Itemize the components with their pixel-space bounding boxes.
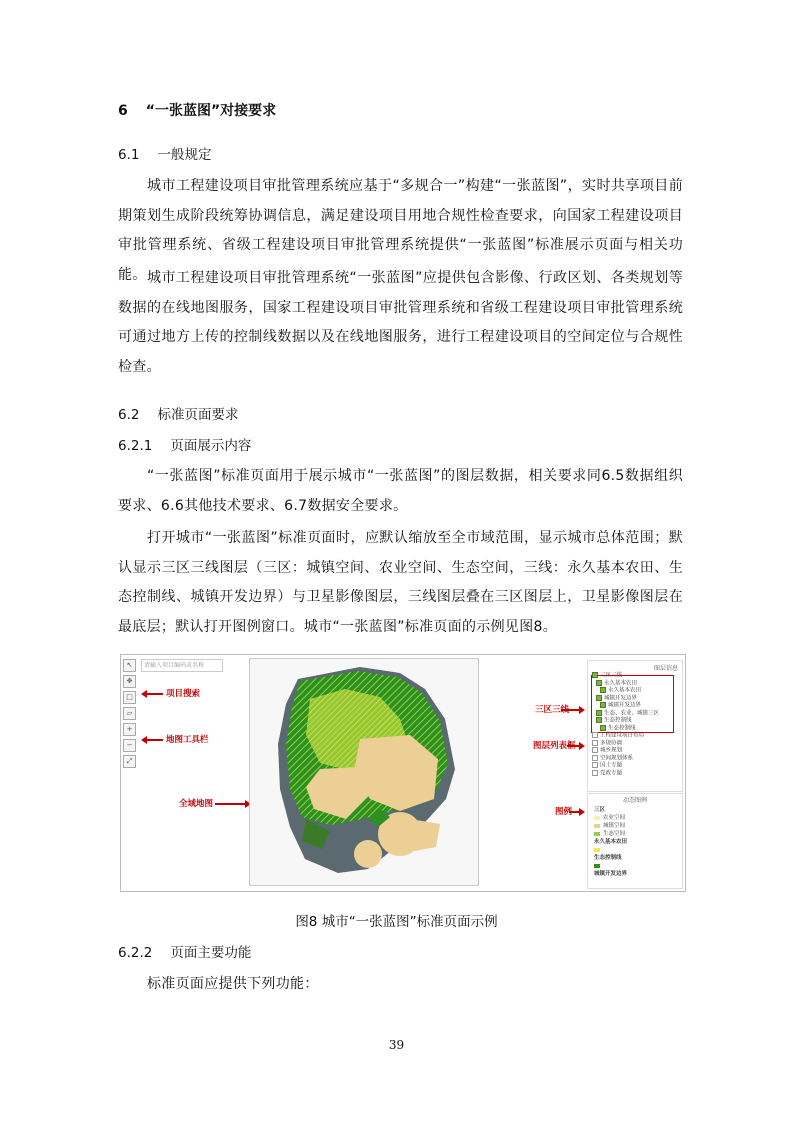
paragraph-2: 城市工程建设项目审批管理系统“一张蓝图”应提供包含影像、行政区划、各类规划等数据的在线地图服务，国家工程建设项目审批管理系统和省级工程建设项目审批管理系统可通过地方上传的控制线数据以及在线地图服务，进行工程建设项目的空间定位与合规性检查。 xyxy=(118,270,683,375)
legend-title: 动态图例 xyxy=(622,797,647,804)
zoom-in-icon[interactable]: + xyxy=(123,723,136,736)
paragraph-3: “一张蓝图”标准页面用于展示城市“一张蓝图”的图层数据，相关要求同6.5数据组织要求、6.6其他技术要求、6.7数据安全要求。 xyxy=(118,468,683,514)
checkbox[interactable] xyxy=(592,732,598,738)
legend-swatch xyxy=(594,864,600,868)
legend-label: 生态空间 xyxy=(603,831,626,837)
layer-label: 工程建设项目布局 xyxy=(600,732,645,739)
legend-item xyxy=(594,846,627,854)
section-heading-6-2-1 xyxy=(118,434,251,454)
checkbox[interactable] xyxy=(592,672,598,678)
legend-item xyxy=(594,830,627,838)
legend-panel xyxy=(587,793,683,889)
layer-item[interactable] xyxy=(592,680,659,688)
legend-label: 农业空间 xyxy=(603,815,626,821)
legend-swatch xyxy=(594,816,600,820)
checkbox[interactable] xyxy=(596,710,602,716)
section-title: “一张蓝图”对接要求 xyxy=(145,103,277,119)
city-satellite-map xyxy=(250,659,478,885)
paragraph-4: 打开城市“一张蓝图”标准页面时，应默认缩放至全市域范围，显示城市总体范围；默认显示三区三线图层（三区：城镇空间、农业空间、生态空间，三线：永久基本农田、生态控制线、城镇开发边界）与卫星影像图层，三线图层叠在三区图层上，卫星影像图层在最底层；默认打开图例窗口。城市“一张蓝图”标准页面的示例见图8。 xyxy=(118,530,683,635)
section-title: 页面展示内容 xyxy=(170,438,252,454)
section-number: 6 xyxy=(118,103,128,119)
project-search-input[interactable]: 请输入项目编码或名称 xyxy=(141,659,223,672)
zoom-out-icon[interactable]: − xyxy=(123,739,136,752)
checkbox[interactable] xyxy=(600,725,606,731)
layer-label: 空间规划体系 xyxy=(600,755,634,761)
arrow-right-icon xyxy=(569,811,583,813)
layer-list-panel xyxy=(587,660,683,792)
annotation-legend: 图例 xyxy=(555,807,573,817)
layer-item[interactable] xyxy=(592,770,659,778)
arrow-right-icon xyxy=(567,745,583,747)
layer-item[interactable] xyxy=(592,755,659,763)
layer-item[interactable] xyxy=(592,687,659,695)
layer-item[interactable] xyxy=(592,732,659,740)
section-number: 6.1 xyxy=(118,147,140,163)
legend-group-label: 生态控制线 xyxy=(594,855,622,861)
checkbox[interactable] xyxy=(592,770,598,776)
layer-item[interactable] xyxy=(592,725,659,733)
zoom-box-icon[interactable]: □ xyxy=(123,691,136,704)
arrow-right-icon xyxy=(215,803,249,805)
checkbox[interactable] xyxy=(596,695,602,701)
checkbox[interactable] xyxy=(596,680,602,686)
map-viewport[interactable] xyxy=(249,658,479,886)
annotation-toolbar: 地图工具栏 xyxy=(166,735,209,745)
layer-label: 永久基本农田 xyxy=(608,687,642,694)
section-heading-6-2 xyxy=(118,403,238,423)
layer-label: 国土专题 xyxy=(600,762,623,769)
section-heading-6-2-2 xyxy=(118,941,251,961)
section-number: 6.2.1 xyxy=(118,438,153,454)
checkbox[interactable] xyxy=(596,717,602,723)
layer-label: 生态控制线 xyxy=(608,725,636,731)
layer-label: 三区三线 xyxy=(600,672,623,679)
arrow-left-icon xyxy=(143,693,163,695)
checkbox[interactable] xyxy=(592,755,598,761)
checkbox[interactable] xyxy=(592,762,598,768)
layer-label: 生态、农业、城镇三区 xyxy=(604,710,660,716)
map-toolbar xyxy=(123,659,137,771)
measure-icon[interactable]: ▱ xyxy=(123,707,136,720)
pointer-tool-icon[interactable]: ↖ xyxy=(123,659,136,672)
section-heading-6-1 xyxy=(118,143,211,163)
legend-item xyxy=(594,822,627,830)
layer-label: 城镇开发边界 xyxy=(604,695,638,701)
legend-group-label: 永久基本农田 xyxy=(594,839,628,845)
legend-swatch xyxy=(594,824,600,828)
layer-label: 生态控制线 xyxy=(604,717,632,724)
legend-item xyxy=(594,862,627,870)
section-number: 6.2.2 xyxy=(118,945,153,961)
section-title: 一般规定 xyxy=(157,147,212,163)
layer-label: 城镇开发边界 xyxy=(608,702,642,709)
section-title: 标准页面要求 xyxy=(157,407,239,423)
layer-item[interactable] xyxy=(592,695,659,703)
section-title: 页面主要功能 xyxy=(170,945,252,961)
arrow-right-icon xyxy=(561,709,583,711)
section-number: 6.2 xyxy=(118,407,140,423)
layer-item[interactable] xyxy=(592,672,659,680)
section-heading-6 xyxy=(118,100,276,120)
paragraph-1: 城市工程建设项目审批管理系统应基于“多规合一”构建“一张蓝图”，实时共享项目前期策划生成阶段统筹协调信息，满足建设项目用地合规性检查要求，向国家工程建设项目审批管理系统、省级工程建设项目审批管理系统提供“一张蓝图”标准展示页面与相关功能。 xyxy=(118,178,683,283)
layer-label: 党政专题 xyxy=(600,770,623,776)
legend-group-label: 三区 xyxy=(594,807,606,813)
layer-item[interactable] xyxy=(592,710,659,718)
pan-tool-icon[interactable]: ✥ xyxy=(123,675,136,688)
layer-label: 永久基本农田 xyxy=(604,680,638,686)
page-number: 39 xyxy=(388,1038,405,1052)
legend-swatch xyxy=(594,848,600,852)
checkbox[interactable] xyxy=(592,740,598,746)
annotation-three-zones-three-lines: 三区三线 xyxy=(535,705,570,715)
checkbox[interactable] xyxy=(600,702,606,708)
annotation-layer-list: 图层列表框 xyxy=(533,741,576,751)
layer-label: 城乡规划 xyxy=(600,747,623,754)
layer-label: 多规协调 xyxy=(600,740,623,746)
layer-panel-title: 图层信息 xyxy=(653,665,678,672)
checkbox[interactable] xyxy=(600,687,606,693)
layer-item[interactable] xyxy=(592,717,659,725)
annotation-map: 全域地图 xyxy=(179,799,214,809)
checkbox[interactable] xyxy=(592,747,598,753)
legend-swatch xyxy=(594,832,600,836)
annotation-search: 项目搜索 xyxy=(166,689,201,699)
legend-item xyxy=(594,814,627,822)
figure-8-screenshot xyxy=(120,654,686,892)
legend-label: 城镇空间 xyxy=(603,823,626,829)
paragraph-5: 标准页面应提供下列功能： xyxy=(147,976,319,992)
layer-item[interactable] xyxy=(592,740,659,748)
layer-item[interactable] xyxy=(592,702,659,710)
legend-group-label: 城镇开发边界 xyxy=(594,871,628,877)
figure-caption: 图8 城市“一张蓝图”标准页面示例 xyxy=(295,914,498,930)
arrow-left-icon xyxy=(143,739,163,741)
layer-item[interactable] xyxy=(592,762,659,770)
fullscreen-icon[interactable]: ⤢ xyxy=(123,755,136,768)
layer-item[interactable] xyxy=(592,747,659,755)
